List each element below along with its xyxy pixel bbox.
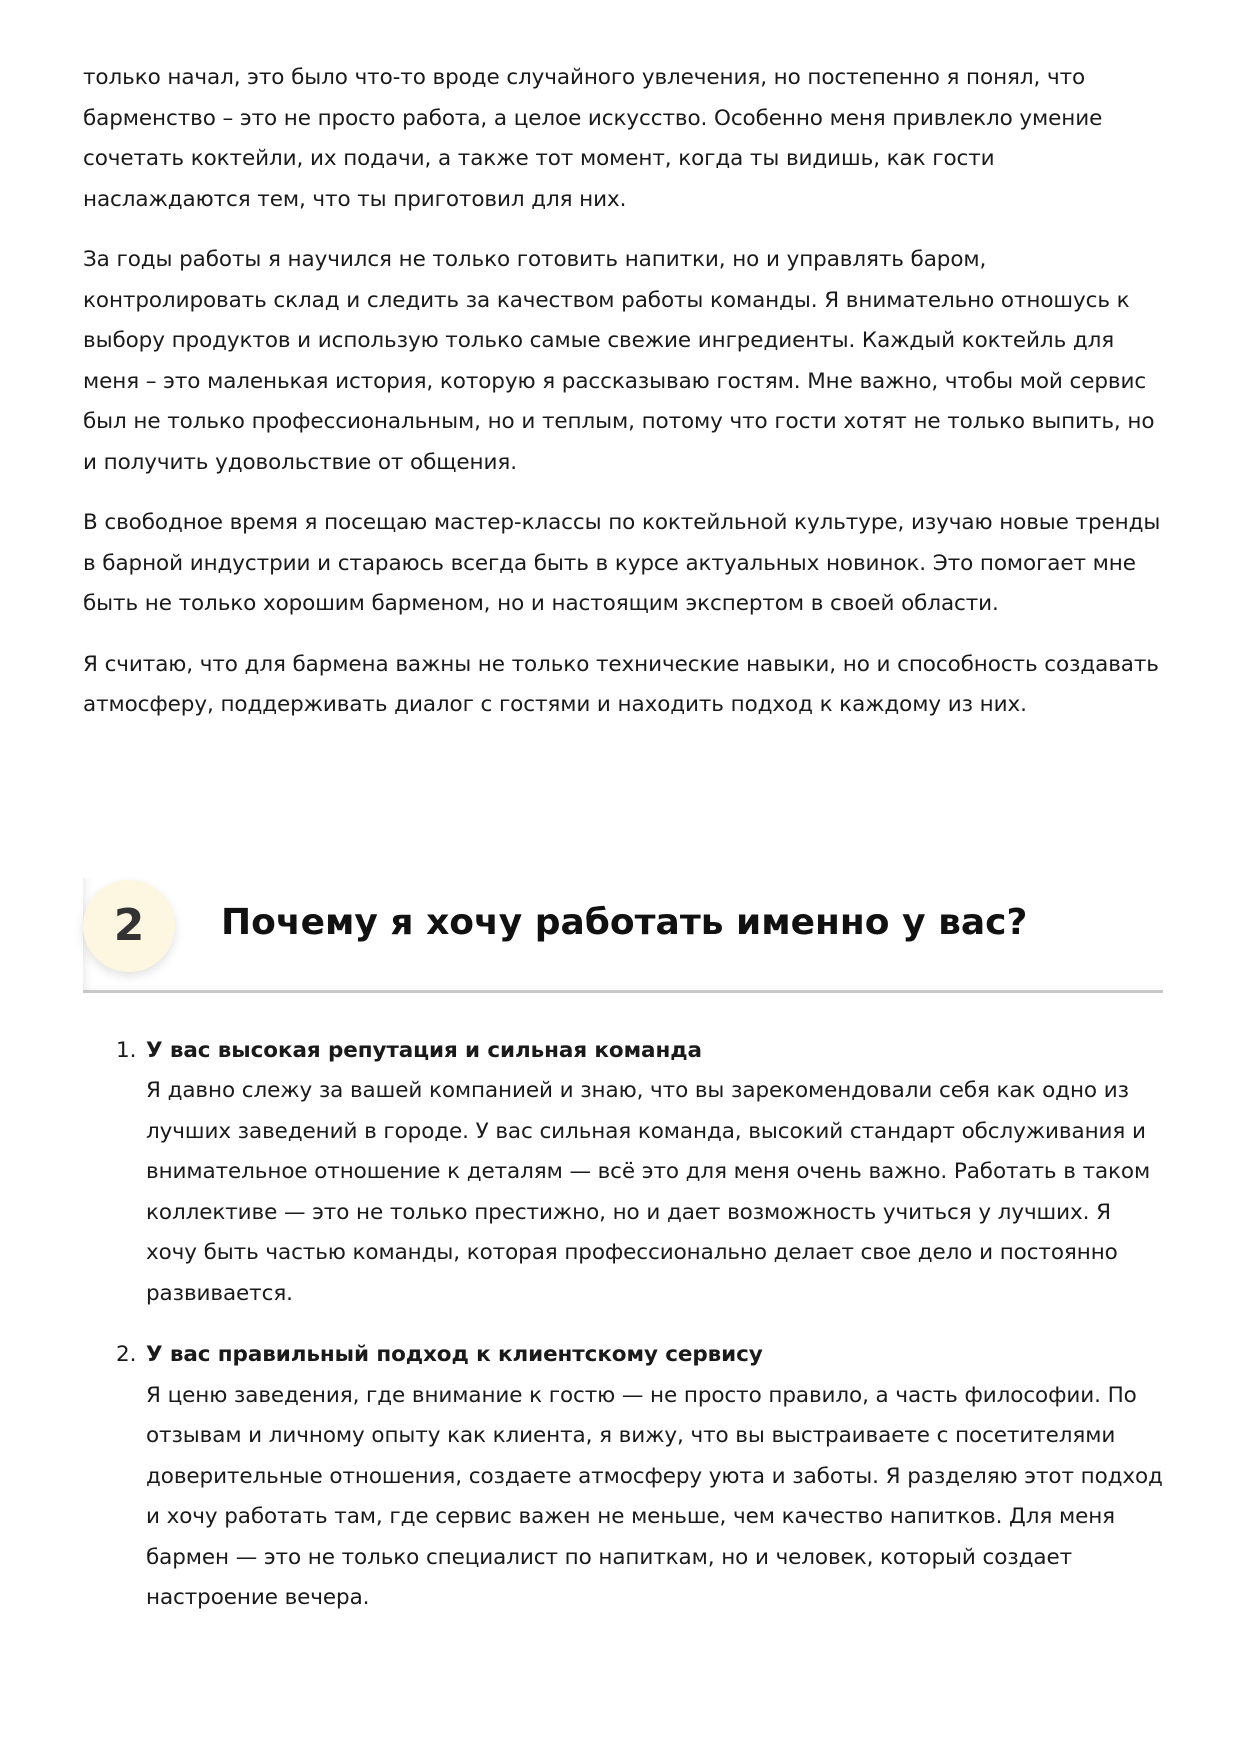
list-item-title: У вас правильный подход к клиентскому сервису [146, 1342, 763, 1367]
section-spacer [83, 746, 1163, 878]
list-item-number: 1. [116, 1037, 137, 1063]
list-item [83, 1335, 1163, 1619]
section-title: Почему я хочу работать именно у вас? [221, 901, 1028, 943]
intro-paragraph: Я считаю, что для бармена важны не только технические навыки, но и способность создавать атмосферу, поддерживать диалог с гостями и находить подход к каждому из них. [83, 651, 1159, 717]
document-page [83, 58, 1163, 1640]
intro-paragraph: только начал, это было что-то вроде случайного увлечения, но постепенно я понял, что барменство – это не просто работа, а целое искусство. Особенно меня привлекло умение сочетать коктейли, их подачи, а также тот момент, когда ты видишь, как гости наслаждаются тем, что ты приготовил для них. [83, 65, 1103, 212]
intro-paragraph: В свободное время я посещаю мастер-классы по коктейльной культуре, изучаю новые тренды в барной индустрии и стараюсь всегда быть в курсе актуальных новинок. Это помогает мне быть не только хорошим барменом, но и настоящим экспертом в своей области. [83, 510, 1161, 616]
list-item-text: Я давно слежу за вашей компанией и знаю, что вы зарекомендовали себя как одно из лучших заведений в городе. У вас сильная команда, высокий стандарт обслуживания и внимательное отношение к деталям — всё это для меня очень важно. Работать в таком коллективе — это не только престижно, но и дает возможность учиться у лучших. Я хочу быть частью команды, которая профессионально делает свое дело и постоянно развивается. [146, 1078, 1151, 1306]
section-number-badge: 2 [83, 880, 175, 972]
section-header [83, 878, 1163, 993]
reasons-list [83, 1031, 1163, 1619]
list-item-text: Я ценю заведения, где внимание к гостю — не просто правило, а часть философии. По отзывам и личному опыту как клиента, я вижу, что вы выстраиваете с посетителями доверительные отношения, создаете атмосферу уюта и заботы. Я разделяю этот подход и хочу работать там, где сервис важен не меньше, чем качество напитков. Для меня бармен — это не только специалист по напиткам, но и человек, который создает настроение вечера. [146, 1382, 1163, 1610]
list-item [83, 1031, 1163, 1315]
list-item-number: 2. [116, 1342, 137, 1367]
list-item-title: У вас высокая репутация и сильная команда [146, 1037, 702, 1063]
intro-paragraph: За годы работы я научился не только готовить напитки, но и управлять баром, контролировать склад и следить за качеством работы команды. Я внимательно отношусь к выбору продуктов и использую только самые свежие ингредиенты. Каждый коктейль для меня – это маленькая история, которую я рассказываю гостям. Мне важно, чтобы мой сервис был не только профессиональным, но и теплым, потому что гости хотят не только выпить, но и получить удовольствие от общения. [83, 247, 1155, 475]
